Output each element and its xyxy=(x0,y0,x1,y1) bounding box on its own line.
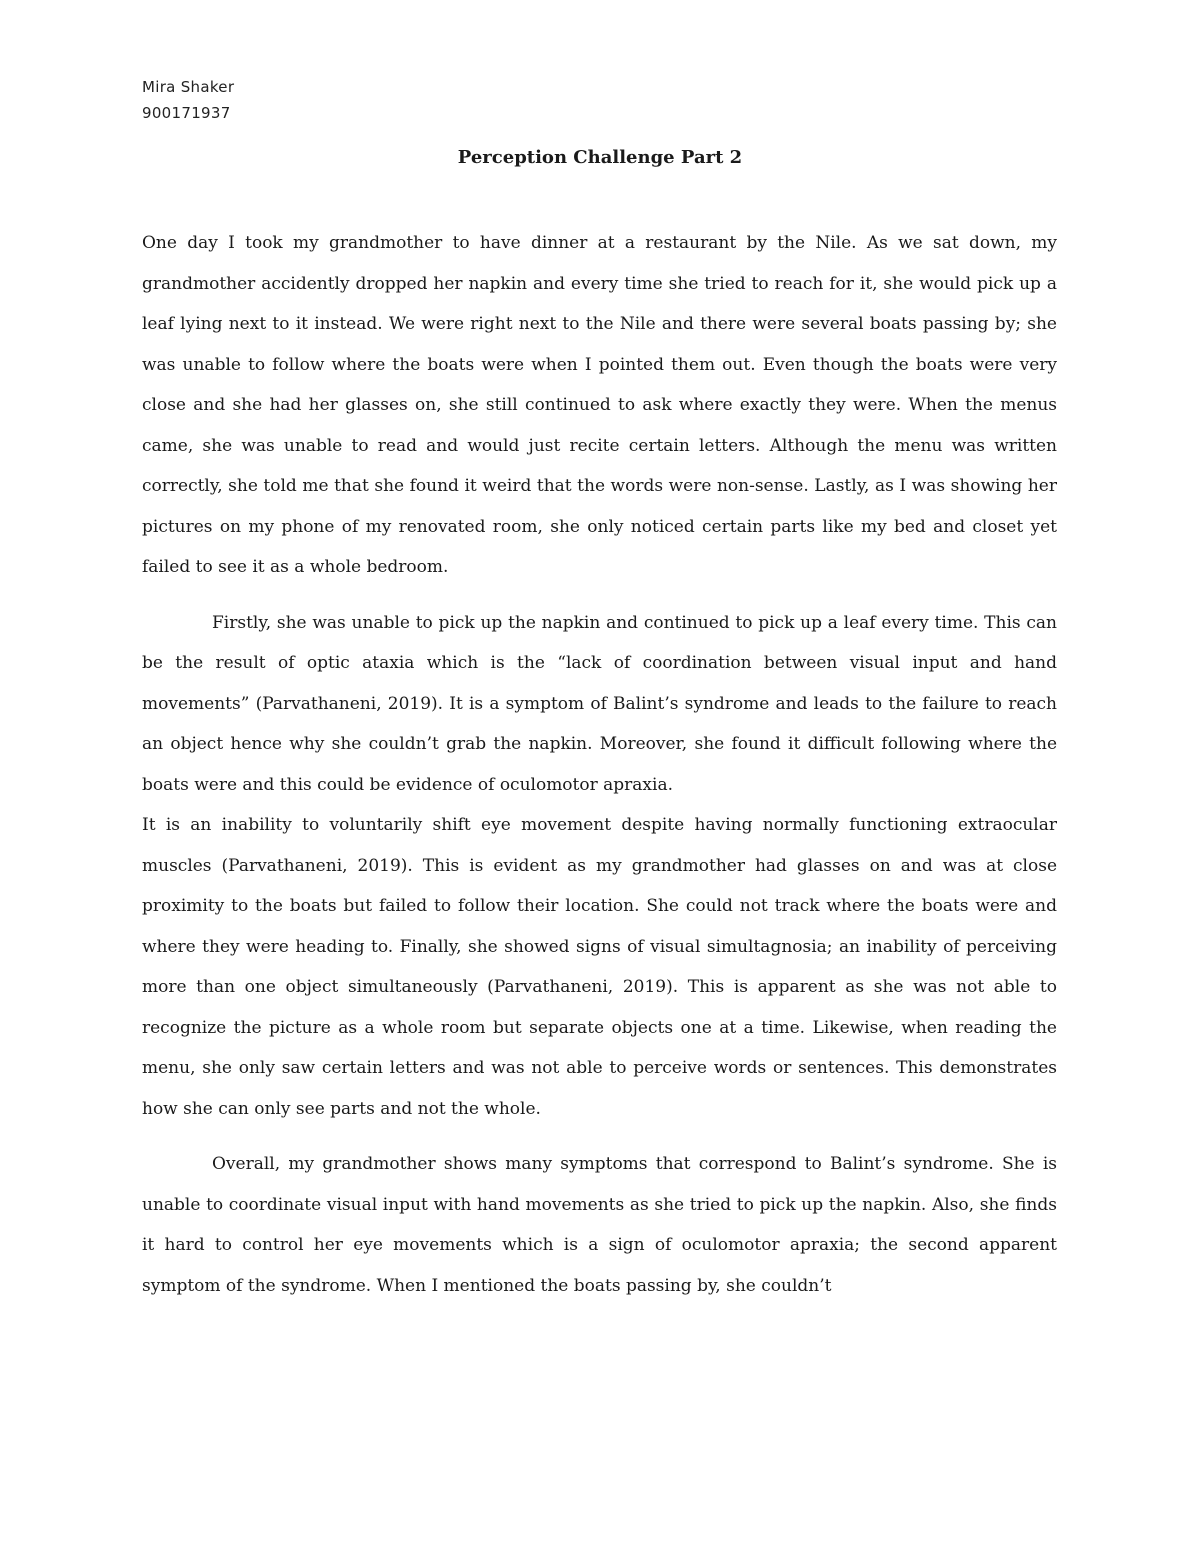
paragraph-3: It is an inability to voluntarily shift eye movement despite having normally functioning extraocular muscles (Parvathaneni, 2019). This is evident as my grandmother had glasses on and was at close proximity to the boats but failed to follow their location. She could not track where the boats were and where they were heading to. Finally, she showed signs of visual simultagnosia; an inability of perceiving more than one object simultaneously (Parvathaneni, 2019). This is apparent as she was not able to recognize the picture as a whole room but separate objects one at a time. Likewise, when reading the menu, she only saw certain letters and was not able to perceive words or sentences. This demonstrates how she can only see parts and not the whole. xyxy=(142,815,1057,1119)
document-body xyxy=(142,223,1057,1306)
student-id: 900171937 xyxy=(142,104,231,122)
paragraph-2: Firstly, she was unable to pick up the napkin and continued to pick up a leaf every time. This can be the result of optic ataxia which is the “lack of coordination between visual input and hand movements” (Parvathaneni, 2019). It is a symptom of Balint’s syndrome and leads to the failure to reach an object hence why she couldn’t grab the napkin. Moreover, she found it difficult following where the boats were and this could be evidence of oculomotor apraxia. xyxy=(142,612,1057,795)
paragraph-1: One day I took my grandmother to have dinner at a restaurant by the Nile. As we sat down, my grandmother accidently dropped her napkin and every time she tried to reach for it, she would pick up a leaf lying next to it instead. We were right next to the Nile and there were several boats passing by; she was unable to follow where the boats were when I pointed them out. Even though the boats were very close and she had her glasses on, she still continued to ask where exactly they were. When the menus came, she was unable to read and would just recite certain letters. Although the menu was written correctly, she told me that she found it weird that the words were non-sense. Lastly, as I was showing her pictures on my phone of my renovated room, she only noticed certain parts like my bed and closet yet failed to see it as a whole bedroom. xyxy=(142,233,1057,577)
document-title: Perception Challenge Part 2 xyxy=(457,147,743,168)
author-name: Mira Shaker xyxy=(142,78,235,96)
author-header xyxy=(142,74,234,126)
paragraph-4: Overall, my grandmother shows many symptoms that correspond to Balint’s syndrome. She is unable to coordinate visual input with hand movements as she tried to pick up the napkin. Also, she finds it hard to control her eye movements which is a sign of oculomotor apraxia; the second apparent symptom of the syndrome. When I mentioned the boats passing by, she couldn’t xyxy=(142,1154,1057,1296)
